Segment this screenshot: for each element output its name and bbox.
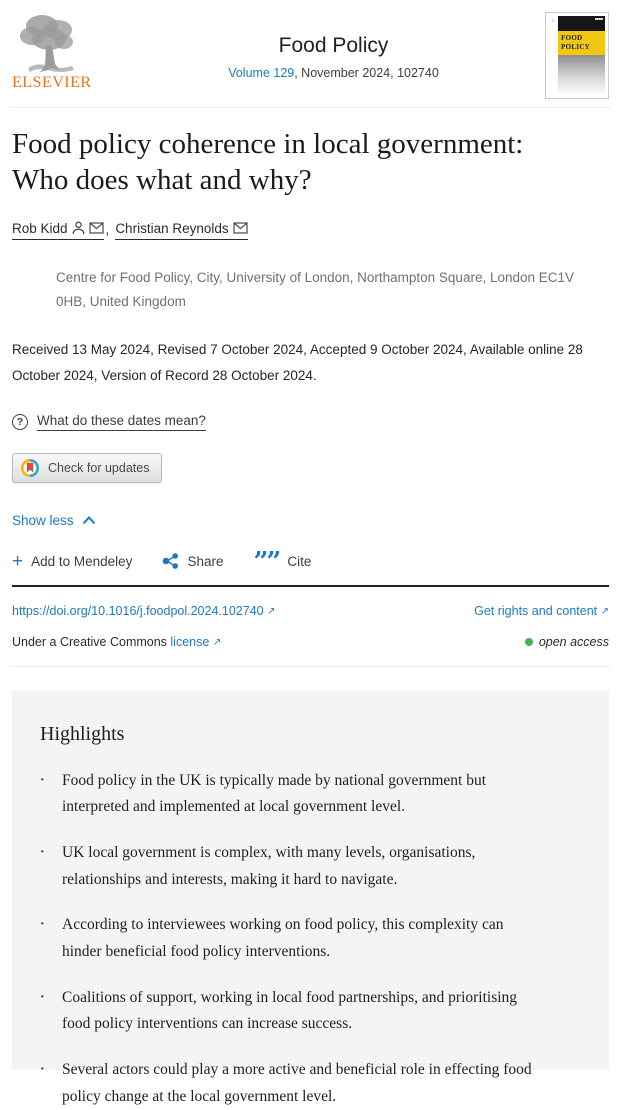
journal-title[interactable]: Food Policy [278, 34, 389, 57]
envelope-icon [233, 222, 248, 234]
cite-quotes-icon: ”” [253, 546, 280, 577]
highlight-text: According to interviewees working on food policy, this complexity can hinder beneficial food policy interventions. [62, 916, 504, 960]
envelope-icon [89, 222, 104, 234]
license-link[interactable]: license ↗ [170, 634, 222, 649]
license-row [12, 635, 609, 649]
cite-button[interactable] [253, 546, 312, 577]
highlight-item [40, 768, 581, 821]
share-label: Share [187, 553, 224, 569]
highlight-text: UK local government is complex, with many levels, organisations, relationships and interests, making it hard to navigate. [62, 844, 476, 888]
highlight-item [40, 1057, 581, 1110]
highlight-item [40, 985, 581, 1038]
bullet-icon: · [40, 845, 45, 861]
author-separator: , [105, 221, 110, 237]
cite-label: Cite [287, 553, 312, 569]
bullet-icon: · [40, 772, 45, 788]
cover-title: FOOD POLICY [558, 31, 605, 55]
license-text: Under a Creative Commons license ↗ [12, 634, 222, 649]
open-access-label: open access [538, 634, 609, 649]
show-less-label: Show less [12, 512, 74, 528]
doi-row [12, 604, 609, 618]
open-access-dot-icon [525, 638, 533, 646]
journal-issue-line [122, 66, 545, 80]
section-divider [12, 585, 609, 587]
author-christian-reynolds[interactable] [115, 221, 247, 240]
cover-spine: ≡ [549, 16, 557, 95]
journal-cover-thumbnail[interactable] [545, 12, 609, 99]
cover-gradient [558, 55, 605, 96]
external-link-icon: ↗ [600, 605, 609, 617]
highlights-title: Highlights [40, 722, 125, 745]
person-icon [72, 221, 85, 235]
add-to-mendeley-button[interactable] [12, 552, 132, 571]
highlights-list [40, 768, 581, 1110]
plus-icon: + [12, 550, 24, 572]
share-button[interactable] [162, 553, 223, 569]
mendeley-label: Add to Mendeley [31, 553, 133, 569]
highlight-text: Food policy in the UK is typically made by national government but interpreted and implemented at local government level. [62, 771, 487, 816]
cover-black-band [558, 16, 605, 31]
dates-help-link[interactable]: What do these dates mean? [37, 413, 206, 431]
dates-help [12, 413, 609, 431]
author-list [12, 221, 609, 240]
cover-art [558, 16, 605, 95]
highlights-section [12, 690, 609, 1105]
author-name: Rob Kidd [12, 220, 68, 236]
share-icon [162, 553, 179, 569]
bullet-icon: · [40, 1061, 45, 1077]
external-link-icon: ↗ [267, 605, 276, 617]
check-updates-label: Check for updates [48, 460, 150, 475]
open-access-badge [525, 635, 609, 649]
elsevier-wordmark: ELSEVIER [12, 74, 92, 91]
volume-link[interactable]: Volume 129 [228, 66, 295, 80]
elsevier-tree-icon [12, 12, 86, 74]
bullet-icon: · [40, 989, 45, 1005]
highlight-item [40, 840, 581, 893]
author-name: Christian Reynolds [115, 220, 229, 236]
article-title: Food policy coherence in local government: Who does what and why? [12, 128, 524, 197]
highlight-item [40, 912, 581, 965]
highlight-text: Several actors could play a more active and beneficial role in effecting food policy change at the local government level. [62, 1060, 532, 1105]
show-less-toggle[interactable] [12, 513, 96, 528]
bullet-icon: · [40, 917, 45, 933]
header-divider [10, 107, 611, 108]
elsevier-logo[interactable] [12, 12, 122, 92]
doi-link[interactable]: https://doi.org/10.1016/j.foodpol.2024.102740 ↗ [12, 603, 276, 618]
license-divider [10, 666, 611, 667]
journal-info [122, 12, 545, 80]
article-dates: Received 13 May 2024, Revised 7 October 2024, Accepted 9 October 2024, Available online 28 October 2024, Version of Record 28 October 2024. [12, 342, 583, 384]
issue-info: , November 2024, 102740 [294, 66, 439, 80]
chevron-up-icon [82, 516, 96, 525]
question-icon: ? [12, 414, 28, 430]
rights-and-content-link[interactable]: Get rights and content ↗ [474, 603, 609, 618]
author-rob-kidd[interactable] [12, 221, 104, 240]
action-bar [12, 546, 609, 577]
highlight-text: Coalitions of support, working in local food partnerships, and prioritising food policy interventions can increase success. [62, 988, 518, 1033]
crossmark-icon [20, 458, 40, 478]
external-link-icon: ↗ [212, 636, 222, 648]
check-for-updates-button[interactable] [12, 453, 162, 483]
affiliation: Centre for Food Policy, City, University of London, Northampton Square, London EC1V 0HB, United Kingdom [56, 269, 575, 310]
journal-header [0, 0, 621, 103]
